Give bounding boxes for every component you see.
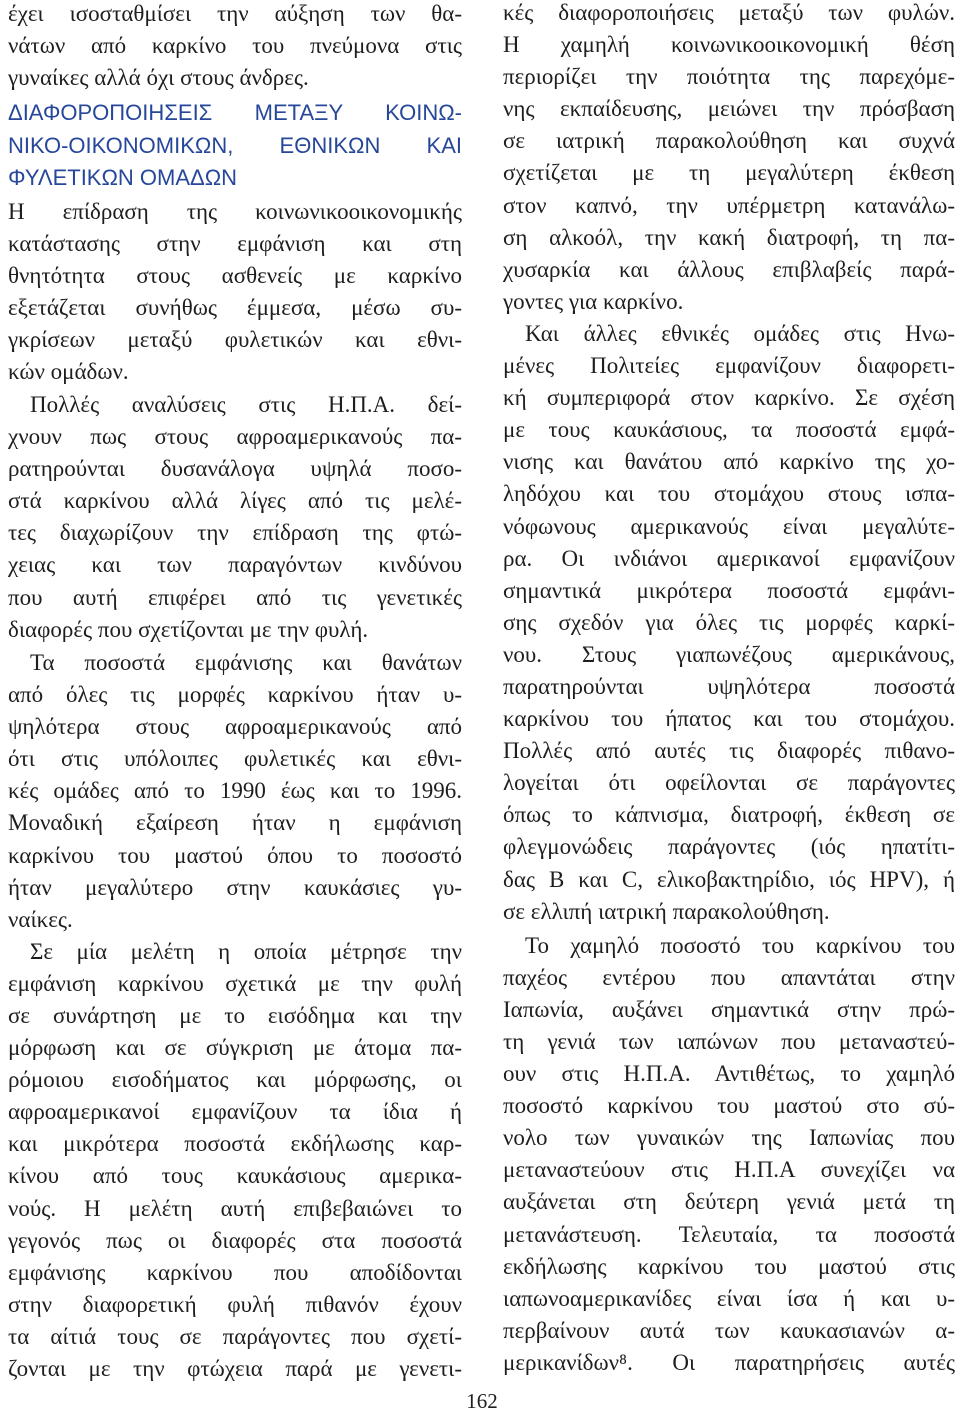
- text-line: ζονται με την φτώχεια παρά με γενετι-: [8, 1356, 462, 1382]
- text-line: ιαπωνοαμερικανίδες είναι ίσα ή και υ-: [503, 1285, 955, 1311]
- paragraph: [8, 389, 462, 646]
- text-line: Πολλές από αυτές τις διαφορές πιθανο-: [503, 738, 955, 764]
- text-line: γκρίσεων μεταξύ φυλετικών και εθνι-: [8, 327, 462, 353]
- text-line: κίνου από τους καυκάσιους αμερικα-: [8, 1163, 462, 1189]
- text-line: ληδόχου και του στομάχου στους ισπα-: [503, 481, 955, 507]
- text-line: Πολλές αναλύσεις στις Η.Π.Α. δεί-: [30, 392, 462, 418]
- text-line: εμφάνιση καρκίνου σχετικά με την φυλή: [8, 970, 462, 996]
- text-line: Τα ποσοστά εμφάνισης και θανάτων: [30, 649, 462, 675]
- text-line: θνητότητα στους ασθενείς με καρκίνο: [8, 263, 462, 289]
- text-line: περιορίζει την ποιότητα της παρεχόμε-: [503, 64, 955, 90]
- text-line: ναίκες.: [8, 906, 73, 932]
- text-line: τη γενιά των ιαπώνων που μεταναστεύ-: [503, 1029, 955, 1054]
- text-line: δας Β και C, ελικοβακτηρίδιο, ιός HPV), ή: [503, 866, 955, 892]
- text-line: σης σχεδόν για όλες τις μορφές καρκί-: [503, 609, 955, 635]
- text-line: εκδήλωσης καρκίνου του μαστού στις: [503, 1253, 955, 1279]
- text-line: μένες Πολιτείες εμφανίζουν διαφορετι-: [503, 353, 955, 379]
- paragraph: [8, 936, 462, 1385]
- text-line: έχει ισοσταθμίσει την αύξηση των θα-: [8, 1, 462, 26]
- text-line: γυναίκες αλλά όχι στους άνδρες.: [8, 65, 309, 91]
- text-line: σε συνάρτηση με το εισόδημα και την: [8, 1002, 462, 1028]
- text-line: νης εκπαίδευσης, μειώνει την πρόσβαση: [503, 96, 955, 122]
- text-line: καρκίνου του μαστού όπου το ποσοστό: [8, 842, 462, 868]
- text-line: κατάστασης στην εμφάνιση και στη: [8, 231, 462, 257]
- text-line: Ιαπωνία, αυξάνει σημαντικά στην πρώ-: [503, 996, 955, 1022]
- text-line: στον καπνό, την υπέρμετρη κατανάλω-: [503, 192, 955, 218]
- text-line: παρατηρούνται υψηλότερα ποσοστά: [503, 673, 955, 699]
- text-line: σημαντικά μικρότερα ποσοστά εμφάνι-: [503, 577, 955, 603]
- text-line: ότι στις υπόλοιπες φυλετικές και εθνι-: [8, 746, 462, 772]
- paragraph: [8, 196, 462, 389]
- text-line: ρα. Οι ινδιάνοι αμερικανοί εμφανίζουν: [503, 545, 955, 571]
- text-line: νου. Στους γιαπωνέζους αμερικάνους,: [503, 641, 955, 667]
- text-line: χνουν πως στους αφροαμερικανούς πα-: [8, 424, 462, 450]
- text-line: κή συμπεριφορά στον καρκίνο. Σε σχέση: [503, 385, 955, 411]
- text-line: μόρφωση και σε σύγκριση με άτομα πα-: [8, 1035, 462, 1061]
- text-line: μερικανίδων⁸. Οι παρατηρήσεις αυτές: [503, 1349, 955, 1375]
- text-line: νούς. Η μελέτη αυτή επιβεβαιώνει το: [8, 1195, 462, 1221]
- text-line: ψηλότερα στους αφροαμερικανούς από: [8, 714, 462, 740]
- text-line: γεγονός πως οι διαφορές στα ποσοστά: [8, 1227, 462, 1253]
- section-heading-line: ΦΥΛΕΤΙΚΩΝ ΟΜΑΔΩΝ: [8, 165, 238, 191]
- section-heading-line: ΔΙΑΦΟΡΟΠΟΙΗΣΕΙΣ ΜΕΤΑΞΥ ΚΟΙΝΩ-: [8, 100, 462, 126]
- text-line: Και άλλες εθνικές ομάδες στις Ηνω-: [525, 320, 955, 346]
- paragraph: [503, 930, 955, 1379]
- text-line: ρόμοιου εισοδήματος και μόρφωσης, οι: [8, 1067, 462, 1093]
- text-line: εμφάνισης καρκίνου που αποδίδονται: [8, 1259, 462, 1285]
- text-line: περβαίνουν αυτά των καυκασιανών α-: [503, 1317, 955, 1343]
- text-line: νάτων από καρκίνο του πνεύμονα στις: [8, 33, 462, 59]
- paragraph: [503, 318, 955, 928]
- page-number: 162: [466, 1389, 498, 1413]
- text-line: στην διαφορετική φυλή πιθανόν έχουν: [8, 1291, 462, 1317]
- text-line: που αυτή επιφέρει από τις γενετικές: [8, 584, 462, 610]
- paragraph: [8, 647, 462, 936]
- section-heading-line: ΝΙΚΟ-ΟΙΚΟΝΟΜΙΚΩΝ, ΕΘΝΙΚΩΝ ΚΑΙ: [8, 132, 462, 158]
- text-line: ήταν μεγαλύτερο στην καυκάσιες γυ-: [8, 874, 462, 900]
- paragraph: [503, 0, 955, 318]
- text-line: όπως το κάπνισμα, διατροφή, έκθεση σε: [503, 802, 955, 828]
- text-line: Η χαμηλή κοινωνικοοικονομική θέση: [503, 32, 955, 58]
- text-line: ουν στις Η.Π.Α. Αντιθέτως, το χαμηλό: [503, 1061, 955, 1087]
- text-line: νισης και θανάτου από καρκίνο της χο-: [503, 449, 955, 475]
- section-heading: [8, 97, 462, 194]
- text-line: αυξάνεται στη δεύτερη γενιά μετά τη: [503, 1189, 955, 1215]
- text-line: σχετίζεται με τη μεγαλύτερη έκθεση: [503, 160, 955, 186]
- text-line: φλεγμονώδεις παράγοντες (ιός ηπατίτι-: [503, 834, 955, 860]
- text-line: διαφορές που σχετίζονται με την φυλή.: [8, 616, 369, 642]
- text-line: τα αίτιά τους σε παράγοντες που σχετί-: [8, 1323, 462, 1349]
- text-line: κών ομάδων.: [8, 359, 129, 385]
- paragraph: [8, 0, 462, 94]
- text-line: ση αλκοόλ, την κακή διατροφή, τη πα-: [503, 224, 955, 250]
- text-line: χυσαρκία και άλλους επιβλαβείς παρά-: [503, 256, 955, 282]
- text-line: με τους καυκάσιους, τα ποσοστά εμφά-: [503, 417, 955, 443]
- text-line: νολο των γυναικών της Ιαπωνίας που: [503, 1125, 955, 1151]
- text-line: λογείται ότι οφείλονται σε παράγοντες: [503, 770, 955, 796]
- text-line: από όλες τις μορφές καρκίνου ήταν υ-: [8, 682, 462, 708]
- text-line: κές διαφοροποιήσεις μεταξύ των φυλών.: [503, 0, 955, 25]
- left-column: [8, 0, 462, 1385]
- text-line: καρκίνου του ήπατος και του στομάχου.: [503, 706, 955, 732]
- text-line: Η επίδραση της κοινωνικοοικονομικής: [8, 198, 462, 224]
- text-line: Μοναδική εξαίρεση ήταν η εμφάνιση: [8, 810, 462, 836]
- text-line: ποσοστό καρκίνου του μαστού στο σύ-: [503, 1093, 955, 1119]
- text-line: Σε μία μελέτη η οποία μέτρησε την: [30, 938, 462, 964]
- text-line: αφροαμερικανοί εμφανίζουν τα ίδια ή: [8, 1099, 462, 1125]
- text-line: παχέος εντέρου που απαντάται στην: [503, 964, 955, 990]
- text-line: μεταναστεύουν στις Η.Π.Α συνεχίζει να: [503, 1157, 955, 1183]
- text-line: σε ιατρική παρακολούθηση και συχνά: [503, 128, 955, 154]
- right-column: [503, 0, 955, 1379]
- text-line: χειας και των παραγόντων κινδύνου: [8, 552, 462, 578]
- text-line: μετανάστευση. Τελευταία, τα ποσοστά: [503, 1221, 955, 1247]
- text-line: στά καρκίνου αλλά λίγες από τις μελέ-: [8, 488, 462, 514]
- text-line: ρατηρούνται δυσανάλογα υψηλά ποσο-: [8, 456, 462, 482]
- text-line: και μικρότερα ποσοστά εκδήλωσης καρ-: [8, 1131, 462, 1157]
- text-line: σε ελλιπή ιατρική παρακολούθηση.: [503, 898, 830, 924]
- text-line: Το χαμηλό ποσοστό του καρκίνου του: [525, 932, 955, 958]
- text-line: τες διαχωρίζουν την επίδραση της φτώ-: [8, 520, 462, 546]
- text-line: κές ομάδες από το 1990 έως και το 1996.: [8, 778, 462, 804]
- text-line: γοντες για καρκίνο.: [503, 288, 684, 314]
- text-line: νόφωνους αμερικανούς είναι μεγαλύτε-: [503, 513, 955, 539]
- text-line: εξετάζεται συνήθως έμμεσα, μέσω συ-: [8, 295, 462, 321]
